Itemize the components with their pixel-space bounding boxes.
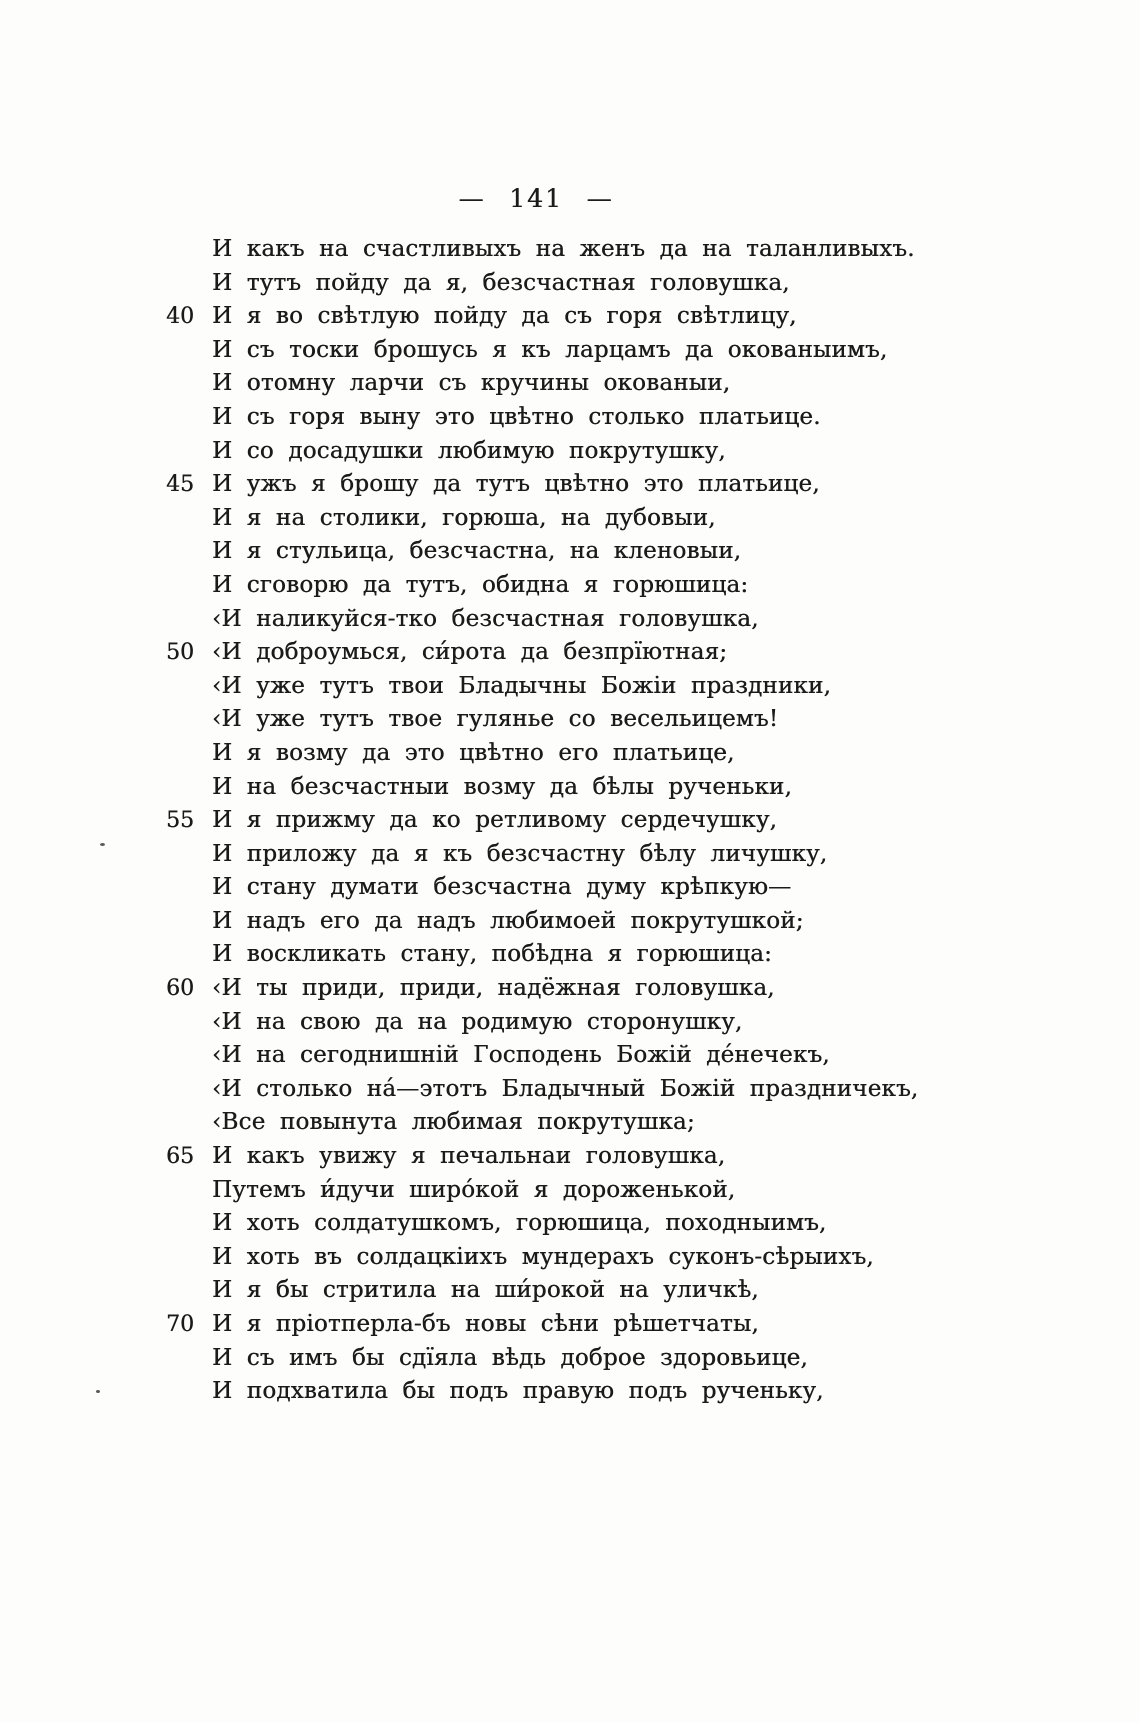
line-text: И тутъ пойду да я, безсчастная головушка, <box>212 269 790 296</box>
poem-line <box>166 1073 1016 1107</box>
poem-line <box>166 1375 1016 1409</box>
poem-line <box>166 972 1016 1006</box>
poem-line <box>166 1274 1016 1308</box>
poem-line <box>166 535 1016 569</box>
scan-speck <box>100 843 105 846</box>
line-text: И стану думати безсчастна думу крѣпкую— <box>212 874 792 901</box>
poem-line <box>166 334 1016 368</box>
page-number: — 141 — <box>458 184 614 213</box>
line-number: 70 <box>166 1312 194 1337</box>
line-text: И я бы стритила на ши́рокой на уличкѣ, <box>212 1277 759 1304</box>
line-text: И на безсчастныи возму да бѣлы рученьки, <box>212 773 792 800</box>
line-text: И я возму да это цвѣтно его платьице, <box>212 739 735 766</box>
line-text: ‹Все повынута любимая покрутушка; <box>212 1109 695 1136</box>
line-text: И съ тоски брошусь я къ ларцамъ да окованыимъ, <box>212 336 888 363</box>
poem-line <box>166 267 1016 301</box>
line-text: И какъ на счастливыхъ на женъ да на таланливыхъ. <box>212 236 915 262</box>
line-text: ‹И наликуйся-тко безсчастная головушка, <box>212 605 759 632</box>
poem-line <box>166 1140 1016 1174</box>
line-text: ‹И столько на́—этотъ Бладычный Божій праздничекъ, <box>212 1075 919 1102</box>
poem-line <box>166 905 1016 939</box>
poem-line <box>166 938 1016 972</box>
line-text: И хоть солдатушкомъ, горюшица, походныимъ, <box>212 1210 827 1237</box>
line-text: И я пріотперла-бъ новы сѣни рѣшетчаты, <box>212 1311 759 1337</box>
poem-line <box>166 636 1016 670</box>
poem <box>166 233 1016 1409</box>
poem-line <box>166 1006 1016 1040</box>
line-text: И какъ увижу я печальнаи головушка, <box>212 1143 726 1170</box>
poem-line <box>166 703 1016 737</box>
line-text: И я на столики, горюша, на дубовыи, <box>212 504 716 531</box>
line-number: 40 <box>166 304 194 330</box>
poem-line <box>166 1207 1016 1241</box>
poem-line <box>166 838 1016 872</box>
poem-line <box>166 401 1016 435</box>
line-text: И воскликать стану, побѣдна я горюшица: <box>212 941 772 968</box>
line-number: 55 <box>166 808 194 834</box>
line-text: И ужъ я брошу да тутъ цвѣтно это платьице, <box>212 471 820 498</box>
poem-line <box>166 737 1016 771</box>
line-text: И съ имъ бы сдїяла вѣдь доброе здоровьице, <box>212 1344 808 1371</box>
poem-line <box>166 1308 1016 1342</box>
line-number: 65 <box>166 1144 194 1170</box>
poem-line <box>166 871 1016 905</box>
poem-line <box>166 1174 1016 1208</box>
line-text: И я во свѣтлую пойду да съ горя свѣтлицу, <box>212 303 797 330</box>
line-text: ‹И на свою да на родимую сторонушку, <box>212 1008 743 1035</box>
line-text: ‹И ты приди, приди, надёжная головушка, <box>212 975 775 1002</box>
line-number: 45 <box>166 472 194 498</box>
line-number: 50 <box>166 640 194 666</box>
poem-line <box>166 670 1016 704</box>
line-text: Путемъ и́дучи широ́кой я дороженькой, <box>212 1176 736 1203</box>
poem-line <box>166 468 1016 502</box>
poem-line <box>166 771 1016 805</box>
poem-line <box>166 804 1016 838</box>
line-number: 60 <box>166 976 194 1002</box>
poem-line <box>166 603 1016 637</box>
line-text: И отомну ларчи съ кручины окованыи, <box>212 370 731 397</box>
line-text: И хоть въ солдацкіихъ мундерахъ суконъ-сѣрыихъ, <box>212 1243 874 1270</box>
line-text: ‹И уже тутъ твое гулянье со весельицемъ! <box>212 706 779 733</box>
line-text: И со досадушки любимую покрутушку, <box>212 437 726 464</box>
line-text: И приложу да я къ безсчастну бѣлу личушку, <box>212 840 828 867</box>
poem-line <box>166 435 1016 469</box>
line-text: И я прижму да ко ретливому сердечушку, <box>212 807 778 834</box>
line-text: И съ горя выну это цвѣтно столько платьице. <box>212 403 821 430</box>
poem-line <box>166 502 1016 536</box>
poem-line <box>166 367 1016 401</box>
poem-line <box>166 1241 1016 1275</box>
line-text: И надъ его да надъ любимоей покрутушкой; <box>212 907 804 934</box>
line-text: ‹И уже тутъ твои Бладычны Божіи праздники, <box>212 672 831 699</box>
line-text: И подхватила бы подъ правую подъ рученьку, <box>212 1378 824 1405</box>
poem-line <box>166 569 1016 603</box>
line-text: И я стульица, безсчастна, на кленовыи, <box>212 538 742 565</box>
poem-line <box>166 300 1016 334</box>
scan-speck <box>96 1390 100 1393</box>
line-text: И сговорю да тутъ, обидна я горюшица: <box>212 571 749 598</box>
line-text: ‹И доброумься, си́рота да безпрїютная; <box>212 639 728 666</box>
line-text: ‹И на сегоднишній Господень Божій де́нечекъ, <box>212 1042 830 1069</box>
poem-line <box>166 1106 1016 1140</box>
poem-line <box>166 233 1016 267</box>
poem-line <box>166 1039 1016 1073</box>
poem-line <box>166 1342 1016 1376</box>
